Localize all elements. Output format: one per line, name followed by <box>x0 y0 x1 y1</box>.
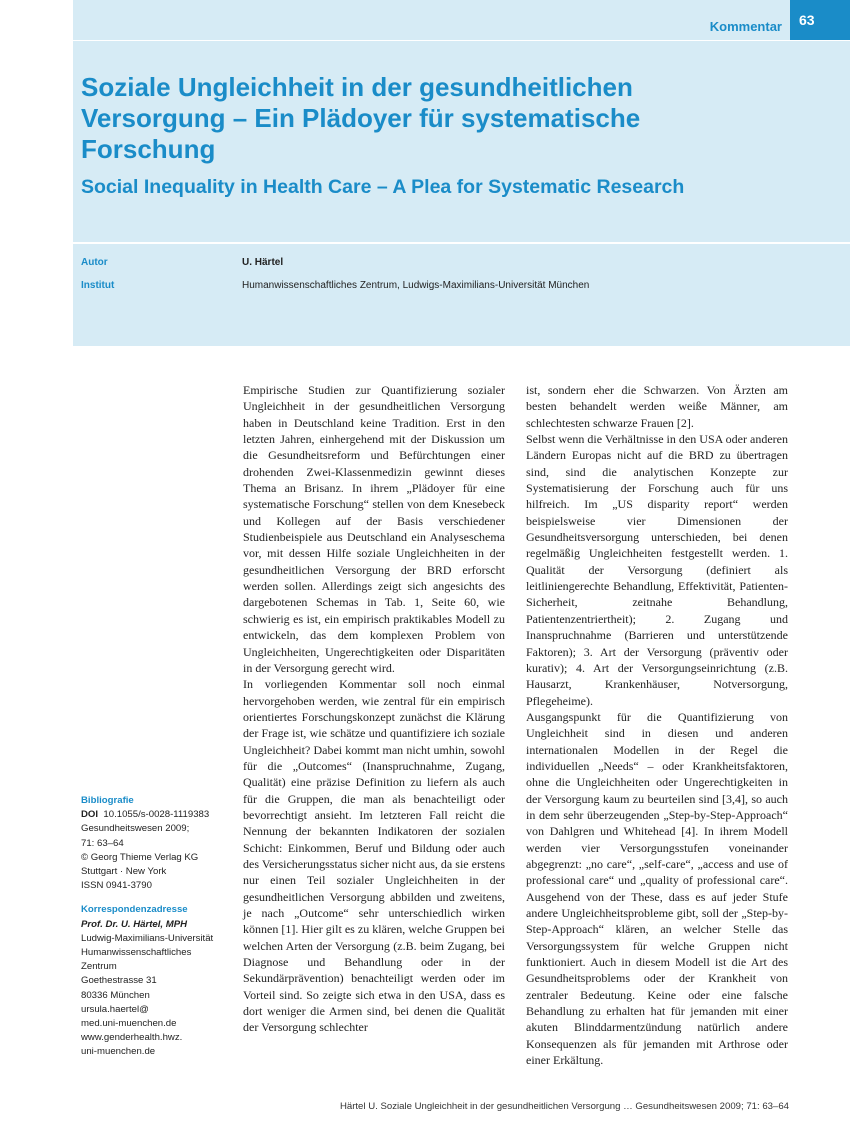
body-column-right <box>526 382 788 1068</box>
bibliography-heading: Bibliografie <box>81 795 134 806</box>
section-label: Kommentar <box>709 19 782 34</box>
doi-line <box>81 808 231 822</box>
body-paragraph: ist, sondern eher die Schwarzen. Von Ärzten am besten behandelt werden weiße Männer, am schlechtesten schwarze Frauen [2]. <box>526 383 788 430</box>
bib-line: 71: 63–64 <box>81 837 124 849</box>
email-line[interactable]: ursula.haertel@ <box>81 1003 149 1015</box>
sidebar <box>81 794 231 1060</box>
article-title: Soziale Ungleichheit in der gesundheitlichen Versorgung – Ein Plädoyer für systematische Forschung <box>81 72 641 164</box>
body-paragraph: In vorliegenden Kommentar soll noch einmal hervorgehoben werden, wie zentral für ein empirisch orientiertes Forschungskonzept zunächst die Klärung der Frage ist, wie schätze und quantifiziere ich soziale Ungleichheit? Dabei kommt man nicht umhin, sowohl für die „Outcomes“ (Inanspruchnahme, Zugang, Qualität) eine präzise Definition zu liefern als auch für die Gruppen, die man als benachteiligt oder bevorrechtigt ansieht. Im letzteren Fall reicht die Nennung der bekannten Indikatoren der sozialen Schicht: Einkommen, Beruf und Bildung oder auch des Versicherungsstatus sicher nicht aus, da sie erstens nur einen Teil sozialer Ungleichheiten in der gesundheitlichen Versorgung abbilden und zweitens, je nach „Outcome“ sehr unterschiedlich wirken können [1]. Hier gilt es zu klären, welche Gruppen bei welchen Arten der Versorgung (z.B. beim Zugang, bei Diagnose und Behandlung oder in der Sekundärprävention) benachteiligt werden oder im Vorteil sind. So zeigte sich etwa in den USA, dass es dort weniger die Armen sind, bei denen die Qualität der Versorgung schlechter <box>243 677 505 1035</box>
email-line[interactable]: med.uni-muenchen.de <box>81 1018 177 1030</box>
address-line: Humanwissenschaftliches <box>81 947 192 959</box>
website-line[interactable]: uni-muenchen.de <box>81 1046 156 1058</box>
bib-line: Stuttgart · New York <box>81 866 167 878</box>
institute-name: Humanwissenschaftliches Zentrum, Ludwigs-Maximilians-Universität München <box>242 280 590 291</box>
author-label: Autor <box>81 257 108 268</box>
body-column-left <box>243 382 505 1036</box>
body-paragraph: Empirische Studien zur Quantifizierung sozialer Ungleichheit in der gesundheitlichen Versorgung haben in Deutschland keine Tradition. Erst in den letzten Jahren, einhergehend mit der Diskussion um die Gesundheitsreform und Befürchtungen einer drohenden Zwei-Klassenmedizin gewinnt dieses Thema an Brisanz. In ihrem „Plädoyer für eine systematische Forschung“ stellen von dem Knesebeck und Kollegen auf der Basis verschiedener Studienbeispiele aus Deutschland ein Analyseschema vor, mit dessen Hilfe soziale Ungleichheiten in der gesundheitlichen Versorgung der BRD erforscht werden sollen. Allerdings zeigt sich angesichts des dargebotenen Schemas in Tab. 1, Seite 60, wie schwierig es ist, ein empirisch praktikables Modell zu entwickeln, das dem komplexen Problem von Ungleichheiten, Ungerechtigkeiten oder Disparitäten in der Versorgung gerecht wird. <box>243 383 505 675</box>
correspondent-name: Prof. Dr. U. Härtel, MPH <box>81 918 188 930</box>
address-line: Goethestrasse 31 <box>81 975 157 987</box>
page-footer-citation: Härtel U. Soziale Ungleichheit in der gesundheitlichen Versorgung … Gesundheitswesen 2009; 71: 63–64 <box>339 1101 789 1112</box>
article-meta <box>73 244 850 346</box>
bib-line: ISSN 0941-3790 <box>81 880 152 892</box>
body-paragraph: Ausgangspunkt für die Quantifizierung von Ungleichheit sind in diesen und anderen internationalen Modellen in der Regel die individuellen „Needs“ – oder Krankheitsfaktoren, ohne die Ungleichheiten oder Ungerechtigkeiten in der Versorgung kaum zu beurteilen sind [3,4], so auch in dem sehr überzeugenden „Step-by-Step-Approach“ von Dahlgren und Whitehead [4]. In ihrem Modell werden vier Versorgungsstufen voneinander abgegrenzt: „no care“, „self-care“, „access and use of professional care“ und „quality of professional care“. Ausgehend von der These, dass es auf jeder Stufe andere Ungleichheitsprobleme gibt, soll der „Step-by-Step-Approach“ klären, an welcher Stelle das Versorgungssystem für welche Gruppen nicht funktioniert. Auch in diesem Modell ist die Art des Gesundheitsproblems oder der Krankheit von zentraler Bedeutung. Keine oder eine falsche Behandlung zu erhalten hat für jemanden mit einer akuten Blinddarmentzündung natürlich andere Konsequenzen als für jemanden mit Arthrose oder einer Erkältung. <box>526 709 788 1068</box>
correspondence-heading: Korrespondenzadresse <box>81 904 188 916</box>
doi-label: DOI <box>81 809 99 821</box>
bib-line: Gesundheitswesen 2009; <box>81 823 190 835</box>
address-line: Ludwig-Maximilians-Universität <box>81 932 214 944</box>
header-band <box>73 0 850 41</box>
bib-line: © Georg Thieme Verlag KG <box>81 851 199 863</box>
page-number: 63 <box>790 0 850 40</box>
website-line[interactable]: www.genderhealth.hwz. <box>81 1032 183 1044</box>
body-paragraph: Selbst wenn die Verhältnisse in den USA oder anderen Ländern Europas nicht auf die BRD zu übertragen sind, sind die analytischen Konzepte zur Systematisierung der Forschung auch für uns hilfreich. Im „US disparity report“ werden beispielsweise vier Dimensionen der Gesundheitsversorgung unterschieden, bei denen regelmäßig Ungleichheiten festgestellt werden. 1. Qualität der Versorgung (definiert als leitliniengerechte Behandlung, Effektivität, Patienten-Sicherheit, zeitnahe Behandlung, Patientenzentriertheit); 2. Zugang und Inanspruchnahme (Barrieren und unterstützende Faktoren); 3. Art der Versorgung (präventiv oder kurativ); 4. Art der Versorgungseinrichtung (z.B. Hausarzt, Krankenhäuser, Notversorgung, Pflegeheime). <box>526 432 788 708</box>
author-name: U. Härtel <box>242 257 284 268</box>
address-line: 80336 München <box>81 989 150 1001</box>
institute-label: Institut <box>81 280 115 291</box>
doi-value: 10.1055/s-0028-1119383 <box>103 809 210 821</box>
title-block <box>73 41 850 242</box>
article-title-english: Social Inequality in Health Care – A Plea for Systematic Research <box>81 176 685 198</box>
address-line: Zentrum <box>81 961 117 973</box>
